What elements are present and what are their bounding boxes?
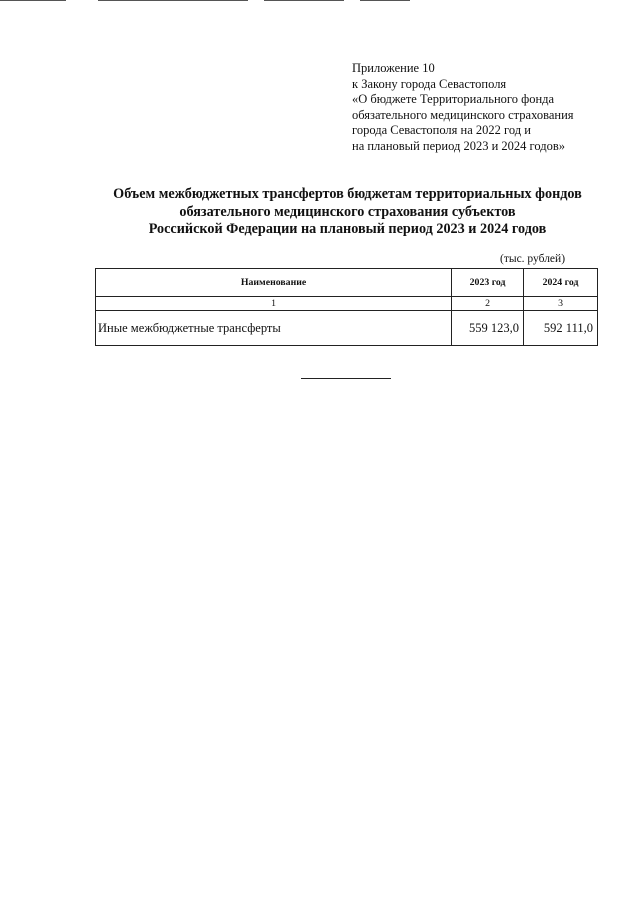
title-line: Российской Федерации на плановый период 2023 и 2024 годов xyxy=(148,221,547,237)
top-border-line xyxy=(360,0,410,1)
column-header-2023: 2023 год xyxy=(452,269,524,297)
appendix-header xyxy=(352,61,612,155)
units-label: (тыс. рублей) xyxy=(500,253,566,265)
appendix-line: обязательного медицинского страхования xyxy=(352,107,574,122)
value-2023: 559 123,0 xyxy=(452,311,524,346)
table-header-row xyxy=(96,269,598,297)
column-number: 3 xyxy=(524,297,598,311)
document-title xyxy=(70,186,625,239)
transfers-table xyxy=(95,268,598,346)
appendix-line: на плановый период 2023 и 2024 годов» xyxy=(352,138,565,153)
title-line: обязательного медицинского страхования субъектов xyxy=(179,203,516,220)
row-name: Иные межбюджетные трансферты xyxy=(96,311,452,346)
appendix-line: Приложение 10 xyxy=(352,61,435,75)
column-header-name: Наименование xyxy=(96,269,452,297)
column-number-row xyxy=(96,297,598,311)
title-line: Объем межбюджетных трансфертов бюджетам территориальных фондов xyxy=(113,186,582,202)
column-number: 1 xyxy=(96,297,452,311)
appendix-line: «О бюджете Территориального фонда xyxy=(352,92,555,107)
column-number: 2 xyxy=(452,297,524,311)
appendix-line: города Севастополя на 2022 год и xyxy=(352,123,531,138)
table-row xyxy=(96,311,598,346)
top-border-line xyxy=(0,0,66,1)
appendix-line: к Закону города Севастополя xyxy=(352,76,507,91)
column-header-2024: 2024 год xyxy=(524,269,598,297)
value-2024: 592 111,0 xyxy=(524,311,598,346)
top-border-line xyxy=(264,0,344,1)
top-border-line xyxy=(98,0,248,1)
end-divider xyxy=(301,378,391,379)
